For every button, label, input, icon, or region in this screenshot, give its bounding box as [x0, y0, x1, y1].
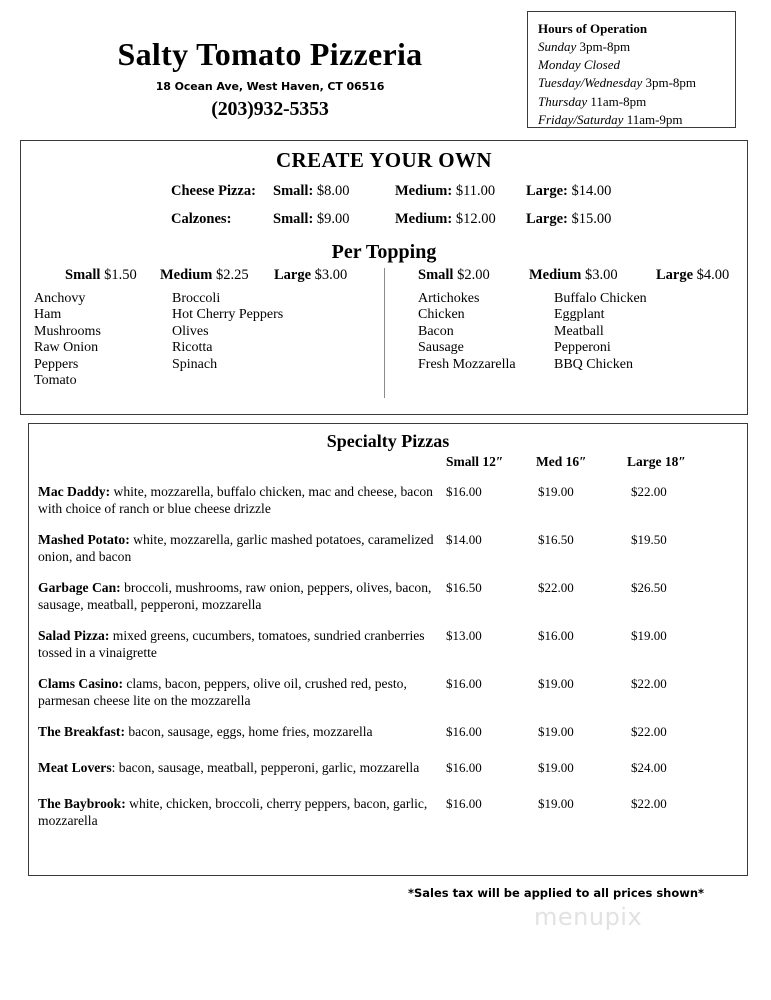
topping-group-tier-1	[31, 267, 384, 406]
pizza-name: Salad Pizza:	[38, 628, 110, 643]
specialty-pizza-row	[29, 628, 747, 662]
pizza-ingredients: white, chicken, broccoli, cherry peppers, bacon, garlic, mozzarella	[38, 796, 428, 828]
pizza-price-medium: $22.00	[538, 580, 574, 595]
pizza-price-medium: $16.50	[538, 532, 574, 547]
pizza-price-medium: $19.00	[538, 484, 574, 499]
base-row-small: Small: $8.00	[273, 183, 350, 199]
hours-row	[538, 93, 735, 111]
hours-day: Monday Closed	[538, 57, 620, 72]
hours-time: 11am-9pm	[623, 112, 683, 128]
topping-item: Anchovy	[34, 291, 86, 306]
hours-title: Hours of Operation	[538, 21, 648, 36]
create-your-own-title: CREATE YOUR OWN	[275, 148, 492, 172]
hours-day: Friday/Saturday	[538, 112, 624, 128]
topping-list-column-b	[554, 291, 647, 373]
per-topping-title: Per Topping	[331, 241, 437, 263]
column-header-medium: Med 16″	[536, 454, 587, 469]
topping-list-column-b	[172, 291, 283, 373]
base-row-large: Large: $14.00	[526, 183, 612, 199]
pizza-price-medium: $19.00	[538, 760, 574, 775]
hours-list	[538, 38, 735, 130]
topping-price-medium: Medium $2.25	[160, 267, 249, 283]
topping-item: Mushrooms	[34, 323, 101, 339]
pizza-price-small: $16.00	[446, 796, 482, 811]
topping-columns	[391, 291, 741, 406]
topping-price-row	[391, 267, 741, 287]
pizza-price-medium: $19.00	[538, 796, 574, 811]
topping-item: Olives	[172, 323, 209, 339]
pizza-name: Clams Casino:	[38, 676, 123, 691]
pizza-description	[38, 580, 438, 614]
pizza-price-large: $22.00	[631, 796, 667, 811]
hours-day: Tuesday/Wednesday	[538, 75, 643, 91]
specialty-pizza-list	[29, 484, 747, 844]
topping-price-medium: Medium $3.00	[529, 267, 618, 283]
specialty-pizza-row	[29, 532, 747, 566]
topping-price-small: Small $1.50	[65, 267, 137, 283]
pizza-price-large: $26.50	[631, 580, 667, 595]
hours-row	[538, 38, 735, 56]
create-your-own-box	[20, 140, 748, 415]
pizza-name: Mac Daddy:	[38, 484, 111, 499]
base-row-medium: Medium: $11.00	[395, 183, 496, 199]
base-row-label: Calzones:	[171, 211, 232, 227]
pizza-description	[38, 532, 438, 566]
base-row-large: Large: $15.00	[526, 211, 612, 227]
pizza-name: Mashed Potato:	[38, 532, 130, 547]
hours-time: 3pm-8pm	[576, 38, 631, 54]
column-header-large: Large 18″	[627, 454, 686, 469]
specialty-pizza-row	[29, 760, 747, 782]
pizza-price-small: $16.50	[446, 580, 482, 595]
specialty-pizzas-title: Specialty Pizzas	[326, 431, 450, 451]
hours-of-operation-box	[527, 11, 736, 128]
base-row-small: Small: $9.00	[273, 211, 350, 227]
restaurant-name: Salty Tomato Pizzeria	[117, 36, 423, 72]
pizza-name: The Breakfast:	[38, 724, 125, 739]
pizza-description	[38, 628, 438, 662]
topping-price-large: Large $3.00	[274, 267, 348, 283]
pizza-price-small: $16.00	[446, 676, 482, 691]
topping-list-column-a	[418, 291, 516, 373]
topping-item: Tomato	[34, 373, 77, 389]
pizza-price-small: $16.00	[446, 484, 482, 499]
pizza-price-large: $19.00	[631, 628, 667, 643]
pizza-price-large: $22.00	[631, 484, 667, 499]
pizza-name: The Baybrook:	[38, 796, 126, 811]
pizza-price-large: $24.00	[631, 760, 667, 775]
pizza-ingredients: white, mozzarella, garlic mashed potatoes, caramelized onion, and bacon	[38, 532, 434, 564]
pizza-price-small: $14.00	[446, 532, 482, 547]
pizza-description	[38, 760, 438, 777]
pizza-ingredients: bacon, sausage, eggs, home fries, mozzarella	[124, 724, 373, 739]
specialty-pizza-row	[29, 676, 747, 710]
topping-item: Raw Onion	[34, 340, 99, 356]
hours-time: 3pm-8pm	[642, 75, 697, 91]
hours-row	[538, 56, 735, 74]
topping-price-small: Small $2.00	[418, 267, 490, 283]
pizza-price-small: $16.00	[446, 724, 482, 739]
sales-tax-note: *Sales tax will be applied to all prices shown*	[408, 886, 705, 900]
topping-item: Chicken	[418, 307, 465, 323]
topping-section-divider	[384, 268, 385, 398]
topping-item: Pepperoni	[554, 340, 611, 356]
topping-item: Broccoli	[172, 291, 221, 306]
topping-item: Spinach	[172, 356, 218, 372]
pizza-price-small: $13.00	[446, 628, 482, 643]
topping-item: Ham	[34, 307, 62, 323]
hours-row	[538, 74, 735, 92]
base-row-medium: Medium: $12.00	[395, 211, 496, 227]
topping-item: Sausage	[418, 340, 464, 356]
topping-group-tier-2	[391, 267, 741, 406]
pizza-ingredients: : bacon, sausage, meatball, pepperoni, garlic, mozzarella	[111, 760, 420, 775]
hours-row	[538, 111, 735, 129]
pizza-name: Meat Lovers	[38, 760, 112, 775]
menupix-watermark: menupix	[534, 903, 643, 931]
pizza-price-large: $22.00	[631, 724, 667, 739]
restaurant-header	[0, 38, 540, 121]
topping-columns	[31, 291, 384, 406]
column-header-small: Small 12″	[446, 454, 504, 469]
topping-item: Eggplant	[554, 307, 605, 323]
base-row-label: Cheese Pizza:	[171, 183, 256, 199]
pizza-ingredients: broccoli, mushrooms, raw onion, peppers, olives, bacon, sausage, meatball, pepperoni, mozzarella	[38, 580, 432, 612]
specialty-column-headers	[29, 454, 747, 472]
hours-time: 11am-8pm	[587, 93, 647, 109]
pizza-price-large: $22.00	[631, 676, 667, 691]
pizza-description	[38, 796, 438, 830]
topping-item: Artichokes	[418, 291, 480, 306]
pizza-description	[38, 484, 438, 518]
specialty-pizzas-box	[28, 423, 748, 876]
topping-item: Bacon	[418, 323, 454, 339]
pizza-price-large: $19.50	[631, 532, 667, 547]
hours-day: Thursday	[538, 93, 588, 109]
pizza-ingredients: mixed greens, cucumbers, tomatoes, sundried cranberries tossed in a vinaigrette	[38, 628, 425, 660]
pizza-ingredients: clams, bacon, peppers, olive oil, crushed red, pesto, parmesan cheese lite on the mozzarella	[38, 676, 407, 708]
pizza-price-medium: $19.00	[538, 724, 574, 739]
specialty-pizza-row	[29, 484, 747, 518]
topping-price-large: Large $4.00	[656, 267, 730, 283]
topping-item: Hot Cherry Peppers	[172, 307, 284, 323]
specialty-pizza-row	[29, 724, 747, 746]
topping-item: Peppers	[34, 356, 79, 372]
restaurant-address: 18 Ocean Ave, West Haven, CT 06516	[155, 79, 385, 93]
restaurant-phone: (203)932-5353	[211, 97, 329, 120]
topping-item: Ricotta	[172, 340, 213, 356]
hours-day: Sunday	[538, 38, 577, 54]
pizza-description	[38, 676, 438, 710]
topping-list-column-a	[34, 291, 101, 390]
topping-price-row	[31, 267, 384, 287]
topping-item: BBQ Chicken	[554, 356, 633, 372]
specialty-pizza-row	[29, 796, 747, 830]
pizza-price-medium: $19.00	[538, 676, 574, 691]
specialty-pizza-row	[29, 580, 747, 614]
pizza-ingredients: white, mozzarella, buffalo chicken, mac and cheese, bacon with choice of ranch or blue cheese drizzle	[38, 484, 433, 516]
topping-item: Meatball	[554, 323, 604, 339]
topping-item: Buffalo Chicken	[554, 291, 647, 306]
pizza-price-medium: $16.00	[538, 628, 574, 643]
pizza-name: Garbage Can:	[38, 580, 121, 595]
topping-item: Fresh Mozzarella	[418, 356, 516, 372]
pizza-price-small: $16.00	[446, 760, 482, 775]
pizza-description	[38, 724, 438, 741]
